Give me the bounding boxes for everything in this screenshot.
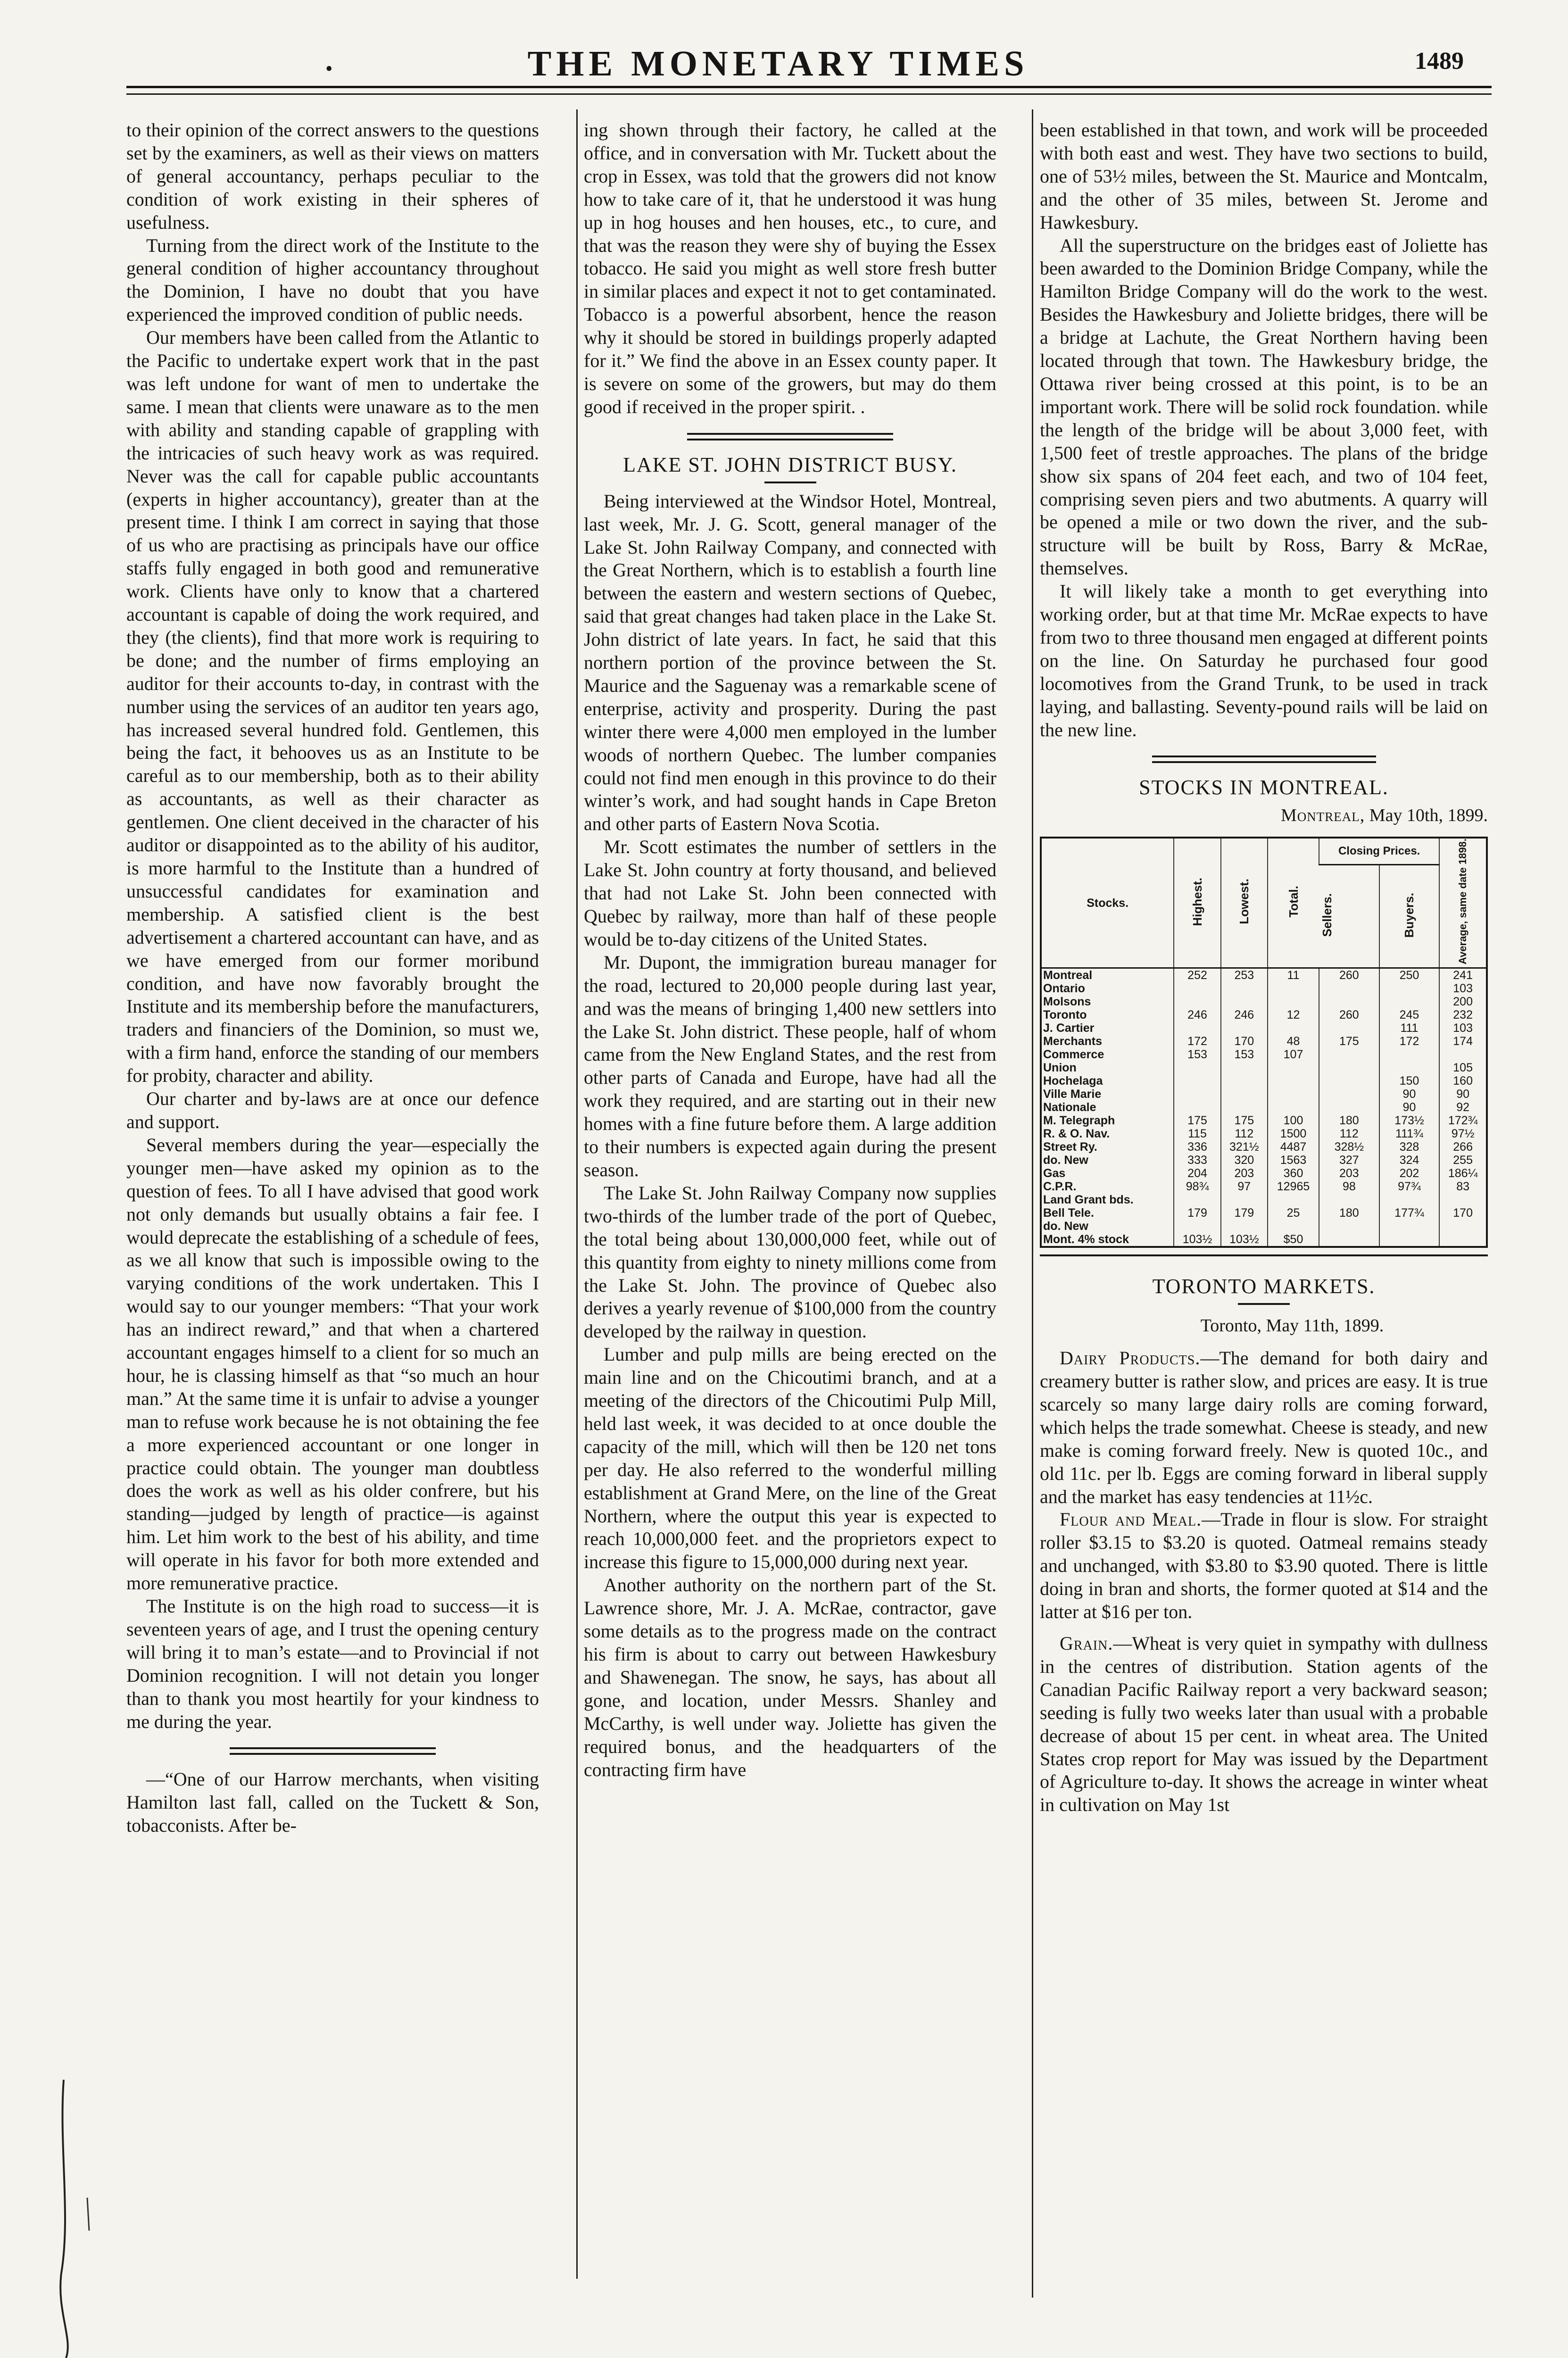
buyers-cell: 250: [1379, 968, 1440, 982]
heading-rule: [764, 482, 816, 483]
col1-paragraph: Turning from the direct work of the Institute to the general condition of higher accountancy throughout the Dominion, I have no doubt that you have experienced the improved condition of public needs.: [126, 234, 539, 325]
margin-ink-mark: [83, 2198, 92, 2231]
grain-text: —Wheat is very quiet in sympathy with dullness in the centres of distribution. Station agents of the Canadian Pacific Railway report a very backward season; seeding is fully two weeks later than usual with a probable decrease of about 15 per cent. in wheat area. The United States crop report for May was issued by the Department of Agriculture to-day. It shows the acreage in winter wheat in cultivation on May 1st: [1040, 1633, 1488, 1816]
stock-row: [1041, 1167, 1487, 1180]
buyers-cell: 173½: [1379, 1114, 1440, 1127]
header-bullet: •: [325, 57, 333, 80]
grain-label: Grain.: [1060, 1633, 1113, 1654]
stock-name-cell: Hochelaga: [1043, 1074, 1103, 1088]
stock-row: [1041, 1140, 1487, 1154]
buyers-cell: 90: [1379, 1088, 1440, 1101]
stock-name-cell: Land Grant bds.: [1043, 1193, 1134, 1207]
stock-name-cell: Gas: [1043, 1167, 1066, 1180]
total-cell: [1268, 1088, 1319, 1101]
highest-cell: [1174, 1021, 1220, 1035]
section-divider: [1152, 756, 1376, 763]
average-cell: 160: [1439, 1074, 1487, 1088]
stock-name-cell: Street Ry.: [1043, 1140, 1097, 1154]
sellers-cell: [1319, 1233, 1379, 1247]
buyers-cell: 324: [1379, 1154, 1440, 1167]
total-cell: 100: [1268, 1114, 1319, 1127]
average-cell: 186¼: [1439, 1167, 1487, 1180]
total-cell: 12: [1268, 1008, 1319, 1021]
total-cell: [1268, 1101, 1319, 1114]
total-cell: [1268, 1193, 1319, 1206]
stock-name-cell: Merchants: [1043, 1035, 1103, 1048]
column-3: [1040, 119, 1488, 1817]
highest-cell: [1174, 1193, 1220, 1206]
col2-paragraph: Another authority on the northern part of the St. Lawrence shore, Mr. J. A. McRae, contractor, gave some details as to the progress made on the contract his firm is about to carry out between Hawkesbury and Shawenegan. The snow, he says, has about all gone, and location, under Messrs. Shanley and McCarthy, is well under way. Joliette has given the required bonus, and the headquarters of the contracting firm have: [584, 1574, 996, 1780]
highest-cell: 175: [1174, 1114, 1220, 1127]
highest-col-label: Highest.: [1190, 877, 1205, 926]
highest-cell: 246: [1174, 1008, 1220, 1021]
dairy-paragraph: [1040, 1347, 1488, 1508]
stock-name-cell: Union: [1043, 1061, 1077, 1075]
stock-row: [1041, 1154, 1487, 1167]
stock-row: [1041, 1180, 1487, 1193]
lowest-cell: 320: [1221, 1154, 1268, 1167]
sellers-cell: [1319, 1048, 1379, 1061]
flour-label: Flour and Meal.: [1060, 1509, 1202, 1530]
stock-row: [1041, 1220, 1487, 1233]
highest-cell: 204: [1174, 1167, 1220, 1180]
lowest-cell: 179: [1221, 1206, 1268, 1220]
average-cell: 97½: [1439, 1127, 1487, 1140]
sellers-cell: 180: [1319, 1206, 1379, 1220]
lowest-cell: [1221, 995, 1268, 1008]
col3-paragraph: It will likely take a month to get everything into working order, but at that time Mr. McRae expects to have from two to three thousand men engaged at different points on the line. On Saturday he purchased four good locomotives from the Grand Trunk, to be used in track laying, and ballasting. Seventy-pound rails will be laid on the new line.: [1040, 581, 1488, 740]
stock-name-cell: R. & O. Nav.: [1043, 1127, 1110, 1141]
sellers-cell: [1319, 995, 1379, 1008]
header-rule-top: [126, 86, 1492, 88]
col1-paragraph: Several members during the year—especially the younger men—have asked my opinion as to the question of fees. To all I have advised that good work not only demands but usually obtains a fair fee. I would deprecate the establishing of a schedule of fees, as we all know that such is impossible owing to the varying conditions of the work undertaken. This I would say to our younger members: “That your work has an indirect reward,” and that when a chartered accountant engages himself to a client for so much an hour, he is classing himself as that “so much an hour man.” At the same time it is unfair to advise a younger man to refuse work because he is not obtaining the fee a more experienced accountant or one longer in practice could obtain. The younger man doubtless does the work as well as his older confrere, but his standing—judged by length of practice—is against him. Let him work to the best of his ability, and time will operate in his favor for both more extended and more remunerative practice.: [126, 1134, 539, 1594]
lowest-cell: 112: [1221, 1127, 1268, 1140]
sellers-cell: [1319, 1021, 1379, 1035]
flour-text: —Trade in flour is slow. For straight roller $3.15 to $3.20 is quoted. Oatmeal remains steady and unchanged, with $3.80 to $3.90 quoted. There is little doing in bran and shorts, the former quoted at $14 and the latter at $16 per ton.: [1040, 1509, 1488, 1623]
highest-col-header: [1174, 838, 1220, 968]
stock-name-cell: do. New: [1043, 1220, 1088, 1233]
highest-cell: 252: [1174, 968, 1220, 982]
stock-name-cell: J. Cartier: [1043, 1021, 1095, 1035]
average-col-header: [1439, 838, 1487, 968]
col3-paragraph: been established in that town, and work will be proceeded with both east and west. They have two sections to build, one of 53½ miles, between the St. Maurice and Montcalm, and the other of 35 miles, between St. Jerome and Hawkesbury.: [1040, 119, 1488, 233]
margin-scratch-mark: [45, 2075, 87, 2358]
average-cell: 266: [1439, 1140, 1487, 1154]
col2-paragraph: Mr. Scott estimates the number of settlers in the Lake St. John country at forty thousand, and believed that had not Lake St. John been connected with Quebec by railway, more than half of these people would be to-day citizens of the United States.: [584, 836, 996, 950]
highest-cell: [1174, 1088, 1220, 1101]
table-bottom-rule: [1040, 1254, 1488, 1256]
stock-row: [1041, 1114, 1487, 1127]
total-cell: 48: [1268, 1035, 1319, 1048]
stock-name-cell: Mont. 4% stock: [1043, 1233, 1129, 1246]
stock-name-cell: Nationale: [1043, 1101, 1096, 1114]
sellers-cell: [1319, 1061, 1379, 1074]
sellers-cell: [1319, 1193, 1379, 1206]
lowest-cell: [1221, 1074, 1268, 1088]
sellers-cell: 175: [1319, 1035, 1379, 1048]
column-divider-2: [1032, 109, 1033, 2298]
total-cell: 12965: [1268, 1180, 1319, 1193]
heading-rule: [1238, 1303, 1290, 1305]
total-cell: 11: [1268, 968, 1319, 982]
masthead-title: THE MONETARY TIMES: [527, 44, 1029, 83]
buyers-cell: 150: [1379, 1074, 1440, 1088]
column-divider-1: [576, 109, 578, 2279]
col1-paragraph: The Institute is on the high road to success—it is seventeen years of age, and I trust the opening century will bring it to man’s estate—and to Provincial if not Dominion recognition. I will not detain you longer than to thank you most heartily for your kindness to me during the year.: [126, 1595, 539, 1732]
buyers-cell: [1379, 1193, 1440, 1206]
total-cell: 25: [1268, 1206, 1319, 1220]
sellers-cell: [1319, 1088, 1379, 1101]
col2-paragraph: Mr. Dupont, the immigration bureau manager for the road, lectured to 20,000 people during last year, and was the means of bringing 1,400 new settlers into the Lake St. John district. These people, half of whom came from the New England States, and the rest from other parts of Canada and Europe, have had all the work they required, and are starting out in their new homes with a fine future before them. A large addition to their numbers is expected again during the present season.: [584, 951, 996, 1180]
stock-row: [1041, 1127, 1487, 1140]
stock-row: [1041, 1193, 1487, 1206]
average-cell: 92: [1439, 1101, 1487, 1114]
total-cell: [1268, 1021, 1319, 1035]
grain-paragraph: [1040, 1632, 1488, 1817]
highest-cell: 333: [1174, 1154, 1220, 1167]
stock-name-cell: Ville Marie: [1043, 1088, 1102, 1101]
column-1: [126, 119, 539, 1837]
sellers-cell: 180: [1319, 1114, 1379, 1127]
total-cell: 1563: [1268, 1154, 1319, 1167]
average-cell: 255: [1439, 1154, 1487, 1167]
stock-row: [1041, 1206, 1487, 1220]
stock-row: [1041, 1101, 1487, 1114]
sellers-cell: [1319, 1101, 1379, 1114]
stock-row: [1041, 1074, 1487, 1088]
average-cell: 105: [1439, 1061, 1487, 1074]
stock-row: [1041, 1061, 1487, 1074]
col2-intro: ing shown through their factory, he called at the office, and in conversation with Mr. Tuckett about the crop in Essex, was told that the growers did not know how to take care of it, that he understood it was hung up in hog houses and hen houses, etc., to cure, and that was the reason they were shy of buying the Essex tobacco. He said you might as well store fresh butter in similar places and expect it not to get contaminated. Tobacco is a powerful absorbent, hence the reason why it should be stored in buildings properly adapted for it.” We find the above in an Essex county paper. It is severe on some of the growers, but may do them good if received in the proper spirit. .: [584, 119, 996, 417]
sellers-cell: 328½: [1319, 1140, 1379, 1154]
col2-paragraph: Being interviewed at the Windsor Hotel, Montreal, last week, Mr. J. G. Scott, general manager of the Lake St. John Railway Company, and connected with the Great Northern, which is to establish a fourth line between the eastern and western sections of Quebec, said that great changes had taken place in the Lake St. John district of late years. In fact, he said that this northern portion of the province between the St. Maurice and the Saguenay was a remarkable scene of enterprise, activity and prosperity. During the past winter there were 4,000 men employed in the lumber woods of northern Quebec. The lumber companies could not find men enough in this province to do their winter’s work, and had sought hands in Cape Breton and other parts of Eastern Nova Scotia.: [584, 490, 996, 835]
highest-cell: [1174, 1061, 1220, 1074]
lowest-cell: [1221, 1193, 1268, 1206]
sellers-cell: 203: [1319, 1167, 1379, 1180]
total-cell: [1268, 1074, 1319, 1088]
buyers-col-label: Buyers.: [1402, 892, 1417, 938]
stock-name-cell: do. New: [1043, 1154, 1088, 1167]
sellers-cell: [1319, 982, 1379, 995]
highest-cell: 172: [1174, 1035, 1220, 1048]
highest-cell: [1174, 1220, 1220, 1233]
buyers-col-header: [1379, 865, 1440, 968]
stock-name-cell: M. Telegraph: [1043, 1114, 1115, 1128]
total-cell: [1268, 1061, 1319, 1074]
col2-paragraph: The Lake St. John Railway Company now supplies two-thirds of the lumber trade of the port of Quebec, the total being about 130,000,000 feet, while out of this quantity from eighty to ninety millions come from the Lake St. John. The province of Quebec also derives a yearly revenue of $100,000 from the country developed by the railway in question.: [584, 1182, 996, 1342]
stock-row: [1041, 1088, 1487, 1101]
buyers-cell: 328: [1379, 1140, 1440, 1154]
highest-cell: [1174, 1101, 1220, 1114]
lowest-cell: [1221, 1101, 1268, 1114]
sellers-col-label: Sellers.: [1320, 893, 1335, 937]
col1-paragraph: —“One of our Harrow merchants, when visiting Hamilton last fall, called on the Tuckett & Son, tobacconists. After be-: [126, 1768, 539, 1836]
total-cell: 4487: [1268, 1140, 1319, 1154]
col1-paragraph: Our members have been called from the Atlantic to the Pacific to undertake expert work that in the past was left undone for want of men to undertake the same. I mean that clients were unaware as to the men with ability and standing capable of grappling with the intricacies of such heavy work as was required. Never was the call for capable public accountants (experts in higher accountancy), greater than at the present time. I think I am correct in saying that those of us who are practising as principals have our office staffs fully engaged in both good and remunerative work. Clients have only to know that a chartered accountant is capable of doing the work required, and they (the clients), find that more work is requiring to be done; and the number of firms employing an auditor for their accounts to-day, in contrast with the number using the services of an auditor ten years ago, has increased several hundred fold. Gentlemen, this being the fact, it behooves us as an Institute to be careful as to our membership, both as to their ability as accountants, as well as their character as gentlemen. One client deceived in the character of his auditor or disappointed as to the ability of his auditor, is more harmful to the Institute than a hundred of unsuccessful candidates for examination and membership. A satisfied client is the best advertisement a chartered accountant can have, and as we have emerged from our former moribund condition, and have now favorably brought the Institute and its membership before the manufacturers, traders and financiers of the Dominion, so must we, with a firm hand, enforce the standing of our members for probity, character and ability.: [126, 327, 539, 1087]
col3-paragraph: All the superstructure on the bridges east of Joliette has been awarded to the Dominion Bridge Company, while the Hamilton Bridge Company will do the work to the west. Besides the Hawkesbury and Joliette bridges, there will be a bridge at Lachute, the Great Northern having been located through that town. The Hawkesbury bridge, the Ottawa river being crossed at this point, is to be an important work. There will be solid rock foundation. while the length of the bridge will be about 3,000 feet, with 1,500 feet of trestle approaches. The plans of the bridge show six spans of 204 feet each, and two of 104 feet, comprising seven piers and two abutments. A quarry will be opened a mile or two down the river, and the sub-structure will be built by Ross, Barry & McRae, themselves.: [1040, 234, 1488, 579]
sellers-cell: 260: [1319, 1008, 1379, 1021]
average-cell: 90: [1439, 1088, 1487, 1101]
average-cell: [1439, 1193, 1487, 1206]
stock-name-cell: Molsons: [1043, 995, 1091, 1009]
section-divider: [687, 433, 894, 440]
buyers-cell: [1379, 995, 1440, 1008]
dairy-text: —The demand for both dairy and creamery butter is rather slow, and prices are easy. It is true scarcely so many large dairy rolls are coming forward, which helps the trade somewhat. Cheese is steady, and new make is coming forward freely. New is quoted 10c., and old 11c. per lb. Eggs are coming forward in liberal supply and the market has easy tendencies at 11½c.: [1040, 1347, 1488, 1507]
lowest-cell: 170: [1221, 1035, 1268, 1048]
lowest-cell: 246: [1221, 1008, 1268, 1021]
total-cell: 107: [1268, 1048, 1319, 1061]
lowest-cell: 175: [1221, 1114, 1268, 1127]
buyers-cell: 90: [1379, 1101, 1440, 1114]
buyers-cell: [1379, 1233, 1440, 1247]
stock-row: [1041, 1021, 1487, 1035]
average-cell: [1439, 1048, 1487, 1061]
lowest-cell: 103½: [1221, 1233, 1268, 1247]
buyers-cell: [1379, 1048, 1440, 1061]
total-col-label: Total.: [1286, 886, 1301, 918]
toronto-heading: TORONTO MARKETS.: [1152, 1275, 1376, 1298]
lowest-cell: [1221, 1061, 1268, 1074]
average-col-label: Average, same date 1898.: [1457, 839, 1469, 965]
average-cell: 200: [1439, 995, 1487, 1008]
sellers-cell: 112: [1319, 1127, 1379, 1140]
total-cell: 1500: [1268, 1127, 1319, 1140]
stock-row: [1041, 968, 1487, 982]
toronto-dateline: Toronto, May 11th, 1899.: [1200, 1316, 1384, 1336]
lowest-cell: 97: [1221, 1180, 1268, 1193]
stock-name-cell: Montreal: [1043, 969, 1093, 982]
highest-cell: [1174, 982, 1220, 995]
average-cell: 83: [1439, 1180, 1487, 1193]
col1-paragraph: Our charter and by-laws are at once our defence and support.: [126, 1088, 539, 1132]
dairy-label: Dairy Products.: [1060, 1347, 1201, 1369]
stocks-dateline: [1040, 804, 1488, 827]
lowest-cell: 253: [1221, 968, 1268, 982]
highest-cell: 103½: [1174, 1233, 1220, 1247]
total-col-header: [1268, 838, 1319, 968]
closing-prices-header: Closing Prices.: [1319, 838, 1439, 865]
lowest-col-label: Lowest.: [1237, 879, 1252, 925]
total-cell: $50: [1268, 1233, 1319, 1247]
highest-cell: 98¾: [1174, 1180, 1220, 1193]
lake-st-john-heading: LAKE ST. JOHN DISTRICT BUSY.: [623, 453, 957, 476]
average-cell: 241: [1439, 968, 1487, 982]
stock-row: [1041, 1035, 1487, 1048]
highest-cell: 336: [1174, 1140, 1220, 1154]
average-cell: [1439, 1220, 1487, 1233]
stock-row: [1041, 1233, 1487, 1247]
average-cell: 170: [1439, 1206, 1487, 1220]
stocks-col-header: Stocks.: [1041, 838, 1174, 968]
stock-row: [1041, 1008, 1487, 1021]
sellers-col-header: [1319, 865, 1379, 968]
average-cell: 172¾: [1439, 1114, 1487, 1127]
sellers-cell: 98: [1319, 1180, 1379, 1193]
total-cell: [1268, 995, 1319, 1008]
stocks-table: [1040, 837, 1488, 1248]
stock-name-cell: Bell Tele.: [1043, 1206, 1094, 1220]
highest-cell: 115: [1174, 1127, 1220, 1140]
stock-row: [1041, 982, 1487, 995]
buyers-cell: [1379, 1061, 1440, 1074]
stock-name-cell: Commerce: [1043, 1048, 1104, 1062]
stocks-dateline-date: May 10th, 1899.: [1369, 805, 1488, 826]
lowest-col-header: [1221, 838, 1268, 968]
sellers-cell: [1319, 1074, 1379, 1088]
buyers-cell: 245: [1379, 1008, 1440, 1021]
sellers-cell: 327: [1319, 1154, 1379, 1167]
buyers-cell: 172: [1379, 1035, 1440, 1048]
col1-paragraph: to their opinion of the correct answers to the questions set by the examiners, as well as their views on matters of general accountancy, perhaps peculiar to the condition of work existing in their spheres of usefulness.: [126, 119, 539, 233]
highest-cell: 179: [1174, 1206, 1220, 1220]
stock-name-cell: C.P.R.: [1043, 1180, 1077, 1194]
stocks-heading: STOCKS IN MONTREAL.: [1139, 776, 1389, 799]
col2-paragraph: Lumber and pulp mills are being erected on the main line and on the Chicoutimi branch, and at a meeting of the directors of the Chicoutimi Pulp Mill, held last week, it was decided to at once double the capacity of the mill, which will then be 120 net tons per day. He also referred to the wonderful milling establishment at Grand Mere, on the line of the Great Northern, where the output this year is expected to reach 10,000,000 feet. and the proprietors expect to increase this figure to 15,000,000 during next year.: [584, 1344, 996, 1573]
highest-cell: [1174, 995, 1220, 1008]
buyers-cell: 111¾: [1379, 1127, 1440, 1140]
buyers-cell: [1379, 982, 1440, 995]
lowest-cell: [1221, 982, 1268, 995]
sellers-cell: [1319, 1220, 1379, 1233]
section-divider: [230, 1747, 436, 1755]
stock-name-cell: Toronto: [1043, 1008, 1087, 1022]
buyers-cell: 177¾: [1379, 1206, 1440, 1220]
total-cell: [1268, 982, 1319, 995]
total-cell: [1268, 1220, 1319, 1233]
lowest-cell: [1221, 1021, 1268, 1035]
highest-cell: [1174, 1074, 1220, 1088]
stock-name-cell: Ontario: [1043, 982, 1085, 996]
header-rule-bottom: [126, 93, 1492, 95]
average-cell: [1439, 1233, 1487, 1247]
stock-row: [1041, 1048, 1487, 1061]
lowest-cell: [1221, 1088, 1268, 1101]
total-cell: 360: [1268, 1167, 1319, 1180]
average-cell: 174: [1439, 1035, 1487, 1048]
buyers-cell: 202: [1379, 1167, 1440, 1180]
average-cell: 103: [1439, 982, 1487, 995]
lowest-cell: [1221, 1220, 1268, 1233]
lowest-cell: 203: [1221, 1167, 1268, 1180]
buyers-cell: 97¾: [1379, 1180, 1440, 1193]
sellers-cell: 260: [1319, 968, 1379, 982]
flour-paragraph: [1040, 1508, 1488, 1624]
stock-row: [1041, 995, 1487, 1008]
average-cell: 232: [1439, 1008, 1487, 1021]
average-cell: 103: [1439, 1021, 1487, 1035]
buyers-cell: 111: [1379, 1021, 1440, 1035]
stocks-dateline-city: Montreal,: [1281, 805, 1365, 826]
buyers-cell: [1379, 1220, 1440, 1233]
lowest-cell: 153: [1221, 1048, 1268, 1061]
spacer: [1040, 1248, 1488, 1254]
column-2: [584, 119, 996, 1781]
lowest-cell: 321½: [1221, 1140, 1268, 1154]
page-number: 1489: [1415, 48, 1464, 75]
highest-cell: 153: [1174, 1048, 1220, 1061]
